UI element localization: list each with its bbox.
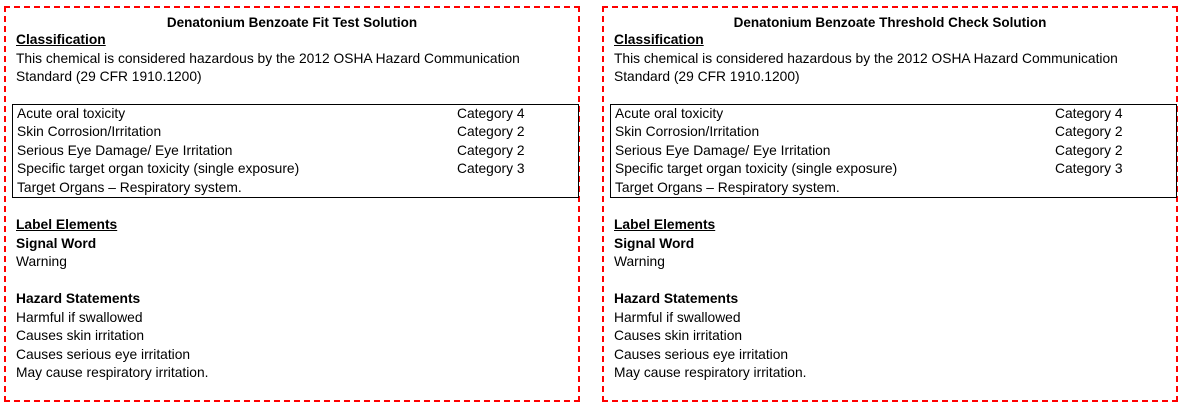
hazard-statement: Causes skin irritation	[16, 328, 145, 343]
hazard-statement: Harmful if swallowed	[614, 309, 741, 325]
hazard-statements-heading: Hazard Statements	[16, 291, 141, 306]
hazard-row	[17, 142, 578, 161]
hazard-row	[615, 105, 1176, 124]
classification-heading: Classification	[16, 32, 106, 47]
hazard-name: Specific target organ toxicity (single exposure)	[17, 161, 300, 176]
label-elements-heading: Label Elements	[614, 217, 716, 232]
hazard-name: Serious Eye Damage/ Eye Irritation	[615, 142, 831, 158]
classification-text: This chemical is considered hazardous by the 2012 OSHA Hazard Communication Standard (29 CFR 1910.1200)	[614, 50, 1118, 84]
spacer	[16, 272, 574, 291]
fit-test-panel	[4, 6, 580, 402]
panel-title: Denatonium Benzoate Threshold Check Solution	[733, 15, 1047, 30]
hazard-row	[615, 160, 1176, 179]
hazard-row	[17, 123, 578, 142]
hazard-category: Category 3	[457, 161, 525, 176]
target-organs: Target Organs – Respiratory system.	[17, 179, 242, 195]
classification-heading: Classification	[614, 32, 704, 47]
hazard-statement: May cause respiratory irritation.	[614, 365, 807, 380]
hazard-classification-box	[610, 104, 1177, 199]
hazard-statements-heading: Hazard Statements	[614, 291, 739, 306]
hazard-category: Category 2	[1055, 142, 1123, 158]
hazard-row	[615, 142, 1176, 161]
signal-word: Warning	[614, 254, 665, 269]
panel-body	[16, 31, 574, 383]
target-organs: Target Organs – Respiratory system.	[615, 179, 840, 195]
hazard-row	[615, 123, 1176, 142]
hazard-name: Skin Corrosion/Irritation	[615, 124, 760, 139]
hazard-statement: Harmful if swallowed	[16, 309, 143, 325]
signal-word-heading: Signal Word	[16, 235, 97, 251]
panel-body	[614, 31, 1172, 383]
hazard-statement: Causes serious eye irritation	[614, 346, 789, 362]
panel-title: Denatonium Benzoate Fit Test Solution	[166, 15, 418, 30]
hazard-classification-box	[12, 104, 579, 199]
hazard-category: Category 4	[457, 105, 525, 121]
signal-word-heading: Signal Word	[614, 235, 695, 251]
hazard-statement: Causes serious eye irritation	[16, 346, 191, 362]
classification-text: This chemical is considered hazardous by the 2012 OSHA Hazard Communication Standard (29 CFR 1910.1200)	[16, 50, 520, 84]
hazard-row	[17, 160, 578, 179]
signal-word: Warning	[16, 254, 67, 269]
hazard-name: Acute oral toxicity	[17, 105, 126, 121]
hazard-category: Category 2	[1055, 124, 1123, 139]
hazard-name: Specific target organ toxicity (single exposure)	[615, 161, 898, 176]
hazard-name: Serious Eye Damage/ Eye Irritation	[17, 142, 233, 158]
spacer	[614, 272, 1172, 291]
label-elements-heading: Label Elements	[16, 217, 118, 232]
hazard-statement: May cause respiratory irritation.	[16, 365, 209, 380]
hazard-name: Skin Corrosion/Irritation	[17, 124, 162, 139]
hazard-category: Category 2	[457, 124, 525, 139]
hazard-name: Acute oral toxicity	[615, 105, 724, 121]
hazard-category: Category 3	[1055, 161, 1123, 176]
hazard-category: Category 2	[457, 142, 525, 158]
hazard-statement: Causes skin irritation	[614, 328, 743, 343]
hazard-category: Category 4	[1055, 105, 1123, 121]
threshold-check-panel	[602, 6, 1178, 402]
hazard-row	[17, 105, 578, 124]
